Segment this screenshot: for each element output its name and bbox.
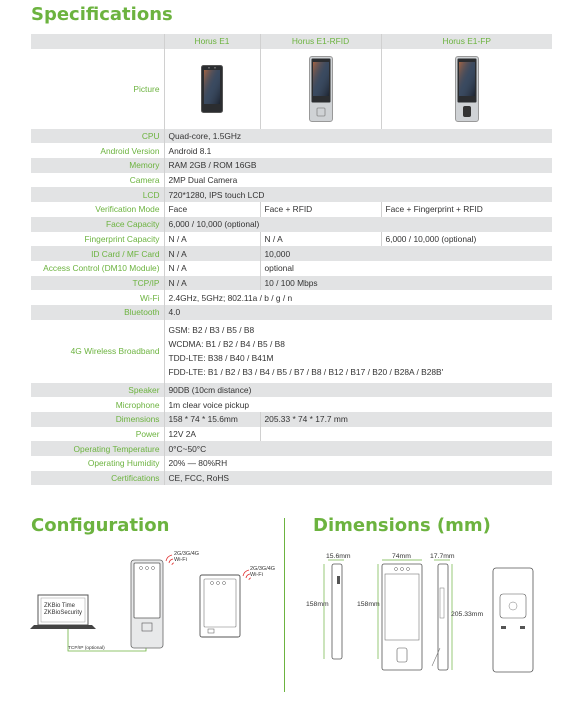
specifications-table (31, 34, 552, 485)
height-front-label: 158mm (357, 601, 380, 608)
table-header-row (31, 34, 552, 49)
row-value: Android 8.1 (164, 143, 552, 158)
tcpip-label: TCP/IP (optional) (68, 646, 105, 651)
row-label: Certifications (31, 471, 164, 486)
table-row (31, 427, 552, 442)
row-value-fp: Face + Fingerprint + RFID (381, 202, 552, 217)
wifi-label-1: 2G/3G/4G Wi-Fi (174, 551, 200, 563)
back-view (493, 568, 533, 672)
wifi-label-2: 2G/3G/4G Wi-Fi (250, 566, 276, 578)
broadband-line: GSM: B2 / B3 / B5 / B8 (168, 324, 255, 335)
table-row (31, 232, 552, 247)
row-label: ID Card / MF Card (31, 246, 164, 261)
row-label: Wi-Fi (31, 290, 164, 305)
row-value: 720*1280, IPS touch LCD (164, 187, 552, 202)
row-value: 4.0 (164, 305, 552, 320)
specifications-title: Specifications (31, 4, 173, 25)
table-row (31, 217, 552, 232)
row-value-e1: Face (164, 202, 260, 217)
row-value: 12V 2A (164, 427, 260, 442)
row-value-rfid: N / A (260, 232, 381, 247)
row-value-rfid-fp: optional (260, 261, 552, 276)
table-row (31, 320, 552, 383)
row-label: Face Capacity (31, 217, 164, 232)
row-value: 90DB (10cm distance) (164, 383, 552, 398)
row-label: 4G Wireless Broadband (31, 320, 164, 383)
row-value-e1: N / A (164, 246, 260, 261)
row-value: 2MP Dual Camera (164, 173, 552, 188)
row-value: RAM 2GB / ROM 16GB (164, 158, 552, 173)
table-row (31, 143, 552, 158)
row-label: Fingerprint Capacity (31, 232, 164, 247)
front-view-e1-fp (378, 560, 422, 670)
row-label: LCD (31, 187, 164, 202)
broadband-line: WCDMA: B1 / B2 / B4 / B5 / B8 (168, 338, 285, 349)
row-label: Memory (31, 158, 164, 173)
row-label: Operating Humidity (31, 456, 164, 471)
row-label: Access Control (DM10 Module) (31, 261, 164, 276)
table-row (31, 305, 552, 320)
height-side-label: 158mm (306, 601, 329, 608)
picture-horus-e1-fp (381, 49, 552, 129)
row-label: Bluetooth (31, 305, 164, 320)
side-view-e1-fp (432, 560, 452, 670)
row-label: Operating Temperature (31, 441, 164, 456)
dimensions-title: Dimensions (mm) (313, 515, 491, 536)
broadband-line: TDD-LTE: B38 / B40 / B41M (168, 353, 274, 364)
table-row (31, 246, 552, 261)
row-label: TCP/IP (31, 276, 164, 291)
table-row (31, 471, 552, 486)
row-value-rfid-fp: 10,000 (260, 246, 552, 261)
height-side2-label: 205.33mm (451, 611, 484, 618)
side-view-e1 (324, 560, 344, 659)
column-horus-e1-rfid: Horus E1-RFID (260, 34, 381, 49)
width-front-label: 74mm (392, 553, 411, 560)
table-row (31, 173, 552, 188)
table-row (31, 412, 552, 427)
table-row (31, 397, 552, 412)
device-e1-rfid-image (309, 56, 333, 122)
row-value-e1: 158 * 74 * 15.6mm (164, 412, 260, 427)
picture-row (31, 49, 552, 129)
row-value-rfid-fp: 205.33 * 74 * 17.7 mm (260, 412, 552, 427)
table-row (31, 261, 552, 276)
column-horus-e1-fp: Horus E1-FP (381, 34, 552, 49)
row-value-fp: 6,000 / 10,000 (optional) (381, 232, 552, 247)
row-label: Verification Mode (31, 202, 164, 217)
row-label: Microphone (31, 397, 164, 412)
row-value: 0°C~50°C (164, 441, 552, 456)
row-value: 2.4GHz, 5GHz; 802.11a / b / g / n (164, 290, 552, 305)
row-label: Speaker (31, 383, 164, 398)
picture-horus-e1-rfid (260, 49, 381, 129)
table-row (31, 158, 552, 173)
row-value-rfid-fp: 10 / 100 Mbps (260, 276, 552, 291)
row-value-e1: N / A (164, 261, 260, 276)
table-row (31, 456, 552, 471)
row-value (164, 320, 552, 383)
header-empty-cell (31, 34, 164, 49)
row-value: 6,000 / 10,000 (optional) (164, 217, 552, 232)
row-value-rfid: Face + RFID (260, 202, 381, 217)
row-value-empty (260, 427, 552, 442)
row-label: Dimensions (31, 412, 164, 427)
device-e1-image (201, 65, 223, 113)
row-label: Picture (31, 49, 164, 129)
row-value-e1: N / A (164, 232, 260, 247)
wifi-icon (166, 555, 174, 565)
laptop-label-1: ZKBio Time (44, 603, 76, 609)
device-e1-fp-image (455, 56, 479, 122)
laptop-label-2: ZKBioSecurity (44, 610, 83, 616)
device-rfid-icon (131, 560, 163, 648)
picture-horus-e1 (164, 49, 260, 129)
row-label: Android Version (31, 143, 164, 158)
table-row (31, 276, 552, 291)
row-label: Camera (31, 173, 164, 188)
table-row (31, 202, 552, 217)
table-row (31, 290, 552, 305)
dimensions-diagram (300, 548, 570, 678)
section-divider (284, 518, 285, 692)
table-row (31, 129, 552, 144)
row-label: CPU (31, 129, 164, 144)
row-value: 1m clear voice pickup (164, 397, 552, 412)
row-value: Quad-core, 1.5GHz (164, 129, 552, 144)
row-label: Power (31, 427, 164, 442)
table-row (31, 441, 552, 456)
broadband-line: FDD-LTE: B1 / B2 / B3 / B4 / B5 / B7 / B8 / B12 / B17 / B20 / B28A / B28B' (168, 367, 444, 378)
row-value-e1: N / A (164, 276, 260, 291)
width-side2-label: 17.7mm (430, 553, 455, 560)
configuration-title: Configuration (31, 515, 170, 536)
row-value: 20% — 80%RH (164, 456, 552, 471)
width-side-label: 15.6mm (326, 553, 351, 560)
device-e1-icon (200, 575, 240, 637)
table-row (31, 383, 552, 398)
row-value: CE, FCC, RoHS (164, 471, 552, 486)
table-row (31, 187, 552, 202)
column-horus-e1: Horus E1 (164, 34, 260, 49)
